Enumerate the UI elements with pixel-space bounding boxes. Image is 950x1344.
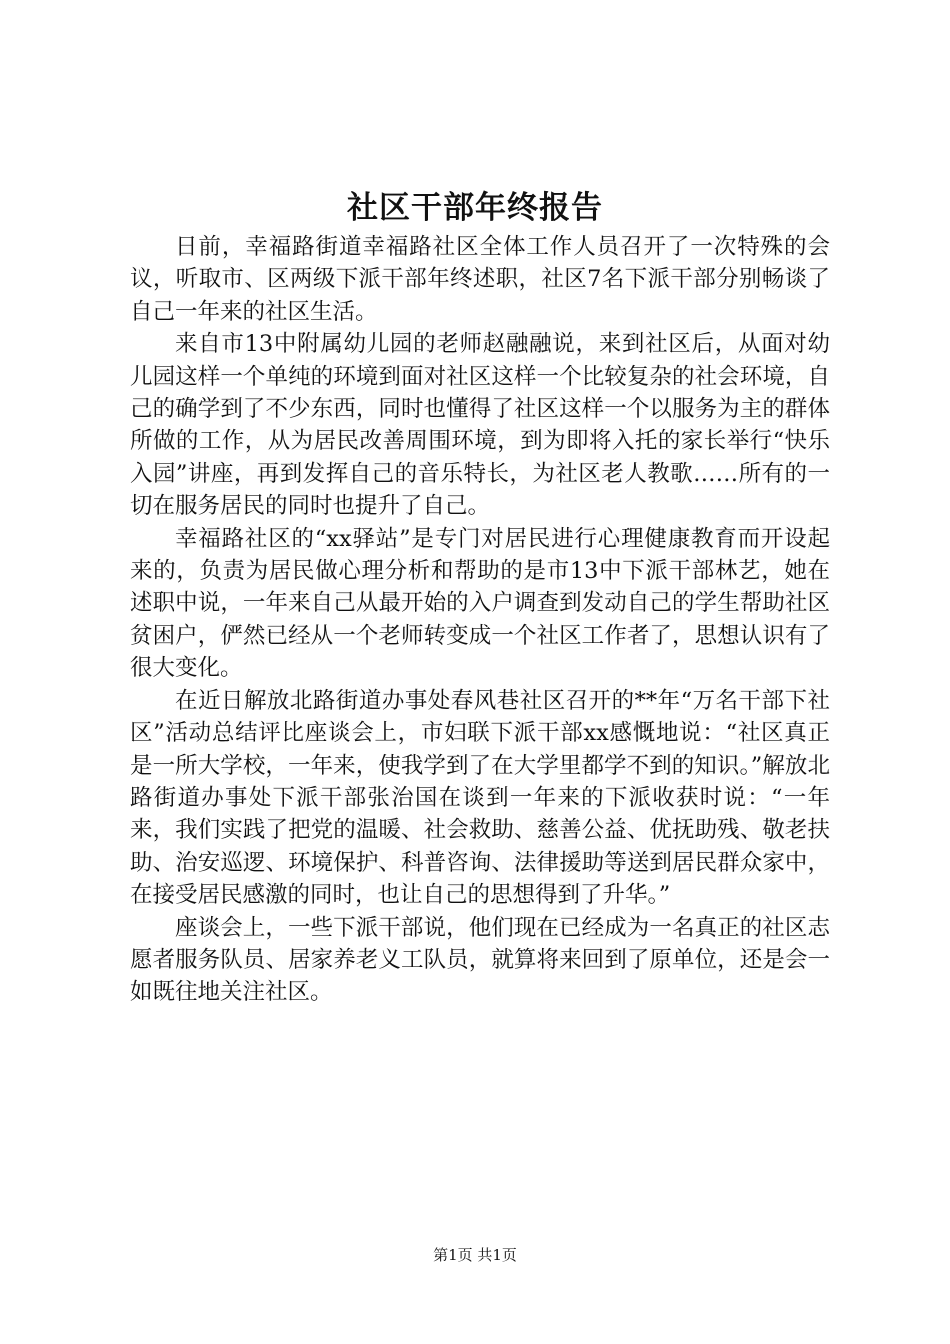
document-body — [130, 231, 830, 1009]
paragraph-3: 幸福路社区的“xx驿站”是专门对居民进行心理健康教育而开设起来的，负责为居民做心理分析和帮助的是市13中下派干部林艺，她在述职中说，一年来自己从最开始的入户调查到发动自己的学生帮助社区贫困户，俨然已经从一个老师转变成一个社区工作者了，思想认识有了很大变化。 — [130, 525, 830, 682]
page-footer: 第1页 共1页 — [433, 1246, 517, 1264]
paragraph-2: 来自市13中附属幼儿园的老师赵融融说，来到社区后，从面对幼儿园这样一个单纯的环境到面对社区这样一个比较复杂的社会环境，自己的确学到了不少东西，同时也懂得了社区这样一个以服务为主的群体所做的工作，从为居民改善周围环境，到为即将入托的家长举行“快乐入园”讲座，再到发挥自己的音乐特长，为社区老人教歌……所有的一切在服务居民的同时也提升了自己。 — [130, 331, 830, 520]
document-title: 社区干部年终报告 — [347, 190, 603, 226]
paragraph-4: 在近日解放北路街道办事处春风巷社区召开的**年“万名干部下社区”活动总结评比座谈会上，市妇联下派干部xx感慨地说：“社区真正是一所大学校，一年来，使我学到了在大学里都学不到的知识。”解放北路街道办事处下派干部张治国在谈到一年来的下派收获时说：“一年来，我们实践了把党的温暖、社会救助、慈善公益、优抚助残、敬老扶助、治安巡逻、环境保护、科普咨询、法律援助等送到居民群众家中，在接受居民感激的同时，也让自己的思想得到了升华。” — [130, 687, 830, 909]
paragraph-1: 日前，幸福路街道幸福路社区全体工作人员召开了一次特殊的会议，听取市、区两级下派干部年终述职，社区7名下派干部分别畅谈了自己一年来的社区生活。 — [130, 234, 830, 325]
paragraph-5: 座谈会上，一些下派干部说，他们现在已经成为一名真正的社区志愿者服务队员、居家养老义工队员，就算将来回到了原单位，还是会一如既往地关注社区。 — [130, 914, 830, 1006]
